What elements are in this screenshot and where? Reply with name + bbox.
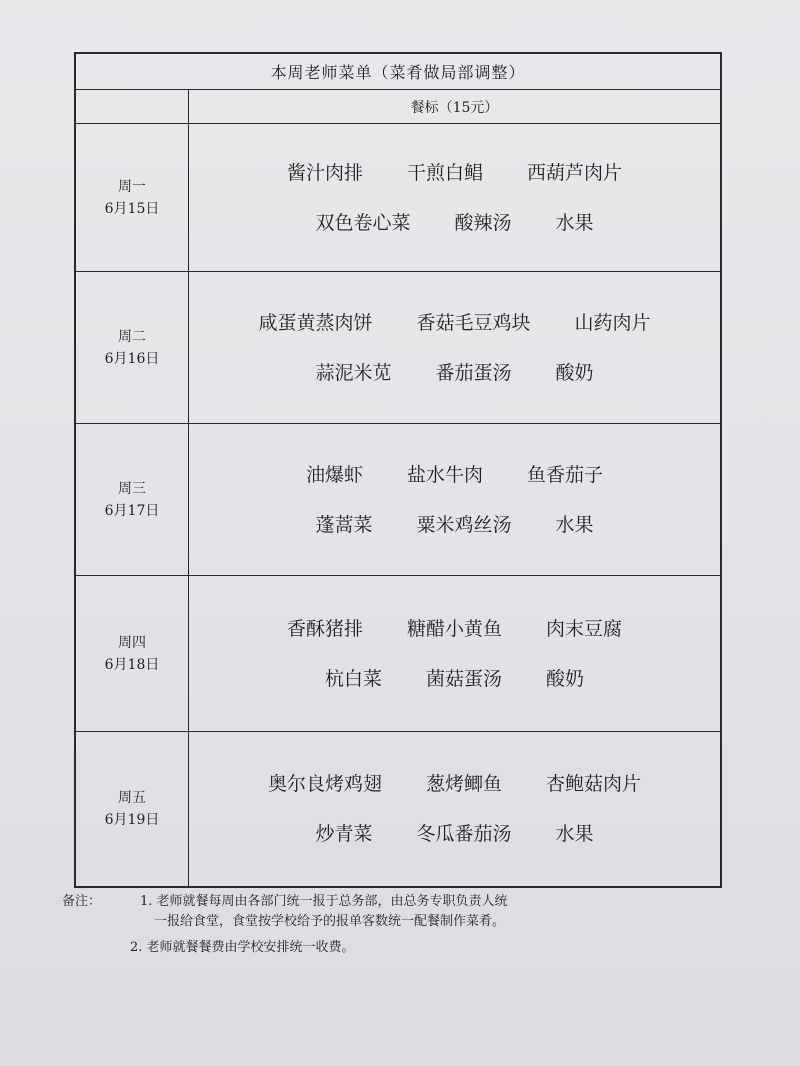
table-title-row <box>76 54 720 90</box>
dish-item: 盐水牛肉 <box>406 463 483 486</box>
dish-item: 水果 <box>555 823 594 845</box>
dish-item: 菌菇蛋汤 <box>425 667 502 690</box>
dishes-cell <box>189 272 720 423</box>
dish-item: 咸蛋黄蒸肉饼 <box>258 311 373 334</box>
dish-item: 冬瓜番茄汤 <box>416 823 512 845</box>
menu-table <box>74 52 722 888</box>
weekday-label: 周五 <box>118 790 146 806</box>
dish-line-1 <box>258 310 650 336</box>
dish-item: 香酥猪排 <box>286 617 363 640</box>
dish-line-2 <box>315 512 593 538</box>
dish-item: 水果 <box>555 513 594 536</box>
day-label-cell <box>76 732 189 886</box>
dish-line-2 <box>315 210 593 236</box>
header-price-cell <box>189 90 720 123</box>
date-label: 6月17日 <box>104 502 160 519</box>
dishes-cell <box>189 124 720 271</box>
dishes-cell <box>189 424 720 575</box>
dish-line-2 <box>315 821 593 847</box>
dish-item: 番茄蛋汤 <box>435 361 512 384</box>
day-label-cell <box>76 576 189 731</box>
weekday-label: 周二 <box>118 328 146 345</box>
note-item-2: 2. 老师就餐餐费由学校安排统一收费。 <box>130 940 355 955</box>
dish-item: 糖醋小黄鱼 <box>406 617 502 640</box>
dish-item: 杭白菜 <box>324 667 382 690</box>
table-header-row <box>76 90 720 124</box>
dish-item: 西葫芦肉片 <box>527 161 623 184</box>
dish-line-2 <box>325 666 584 692</box>
date-label: 6月18日 <box>104 656 160 673</box>
notes-label: 备注： <box>62 894 102 909</box>
date-label: 6月19日 <box>104 812 160 828</box>
day-row-mon <box>76 124 720 272</box>
dish-item: 山药肉片 <box>574 311 651 334</box>
dish-line-1 <box>287 616 622 642</box>
dish-item: 奥尔良烤鸡翅 <box>267 773 382 795</box>
dish-item: 酸奶 <box>546 667 585 690</box>
dishes-cell <box>189 576 720 731</box>
weekday-label: 周一 <box>118 178 146 195</box>
dish-item: 酱汁肉排 <box>286 161 363 184</box>
dish-item: 油爆虾 <box>305 463 363 486</box>
dish-item: 杏鲍菇肉片 <box>546 773 642 795</box>
dish-item: 干煎白鲳 <box>406 161 483 184</box>
dish-item: 蓬蒿菜 <box>315 513 373 536</box>
dish-item: 水果 <box>555 211 594 234</box>
menu-title: 本周老师菜单（菜肴做局部调整） <box>270 63 526 82</box>
date-label: 6月16日 <box>104 350 160 367</box>
day-row-fri <box>76 732 720 886</box>
price-label: 餐标（15元） <box>410 99 499 116</box>
dish-line-1 <box>306 462 603 488</box>
dish-line-1 <box>287 160 622 186</box>
weekday-label: 周四 <box>118 634 146 651</box>
note-item-1-line-2: 一报给食堂，食堂按学校给予的报单客数统一配餐制作菜肴。 <box>154 914 506 929</box>
dish-item: 蒜泥米苋 <box>315 361 392 384</box>
dish-item: 粟米鸡丝汤 <box>416 513 512 536</box>
dish-line-2 <box>315 360 593 386</box>
day-row-tue <box>76 272 720 424</box>
dishes-cell <box>189 732 720 886</box>
day-label-cell <box>76 272 189 423</box>
day-label-cell <box>76 124 189 271</box>
dish-item: 炒青菜 <box>315 823 373 845</box>
dish-item: 双色卷心菜 <box>315 211 411 234</box>
dish-item: 酸辣汤 <box>454 211 512 234</box>
dish-item: 肉末豆腐 <box>546 617 623 640</box>
dish-item: 酸奶 <box>555 361 594 384</box>
dish-item: 鱼香茄子 <box>527 463 604 486</box>
dish-item: 香菇毛豆鸡块 <box>416 311 531 334</box>
weekday-label: 周三 <box>118 480 146 497</box>
header-label-cell <box>76 90 189 123</box>
day-row-thu <box>76 576 720 732</box>
note-item-1-line-1: 1. 老师就餐每周由各部门统一报于总务部，由总务专职负责人统 <box>140 894 508 909</box>
date-label: 6月15日 <box>104 200 160 217</box>
dish-line-1 <box>268 771 641 797</box>
day-label-cell <box>76 424 189 575</box>
day-row-wed <box>76 424 720 576</box>
dish-item: 葱烤鲫鱼 <box>425 773 502 795</box>
